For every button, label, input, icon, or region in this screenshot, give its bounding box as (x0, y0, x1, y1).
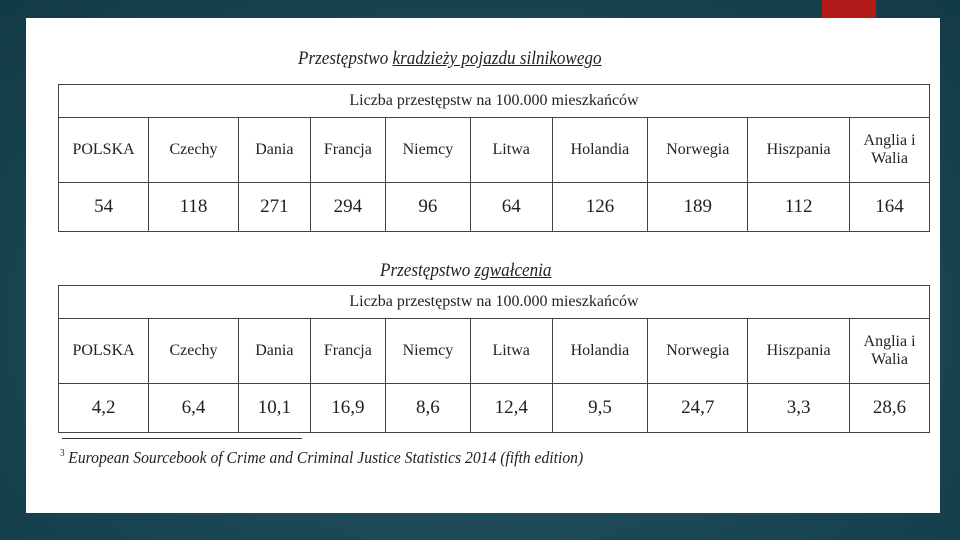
value-cell: 64 (470, 183, 552, 232)
value-cell: 3,3 (748, 384, 850, 433)
value-cell: 24,7 (648, 384, 748, 433)
country-cell: Anglia i Walia (850, 319, 930, 384)
vehicle-theft-table (58, 84, 930, 232)
country-cell: Niemcy (385, 319, 470, 384)
footnote (60, 448, 583, 468)
table-title-vehicle-theft (298, 48, 602, 70)
country-cell: Holandia (552, 319, 648, 384)
value-cell: 164 (850, 183, 930, 232)
country-cell: Anglia i Walia (850, 118, 930, 183)
footnote-text: European Sourcebook of Crime and Criminal Justice Statistics 2014 (fifth edition) (68, 448, 584, 467)
table-header: Liczba przestępstw na 100.000 mieszkańców (59, 286, 930, 319)
value-cell: 9,5 (552, 384, 648, 433)
footnote-number: 3 (60, 448, 65, 460)
value-cell: 16,9 (310, 384, 385, 433)
country-cell: Norwegia (648, 319, 748, 384)
title-underlined: zgwałcenia (474, 260, 552, 281)
country-cell: Dania (238, 319, 310, 384)
value-cell: 112 (748, 183, 850, 232)
value-cell: 271 (238, 183, 310, 232)
value-cell: 10,1 (238, 384, 310, 433)
country-cell: Dania (238, 118, 310, 183)
country-cell: Francja (310, 118, 385, 183)
rape-table (58, 285, 930, 433)
country-cell: Czechy (149, 118, 239, 183)
country-cell: Litwa (470, 319, 552, 384)
value-cell: 8,6 (385, 384, 470, 433)
value-cell: 54 (59, 183, 149, 232)
country-cell: Holandia (552, 118, 648, 183)
value-cell: 189 (648, 183, 748, 232)
country-cell: Francja (310, 319, 385, 384)
table-header: Liczba przestępstw na 100.000 mieszkańców (59, 85, 930, 118)
accent-bar (822, 0, 876, 18)
value-cell: 12,4 (470, 384, 552, 433)
country-cell: Niemcy (385, 118, 470, 183)
country-cell: POLSKA (59, 118, 149, 183)
title-underlined: kradzieży pojazdu silnikowego (392, 48, 602, 69)
country-cell: Hiszpania (748, 319, 850, 384)
country-cell: Norwegia (648, 118, 748, 183)
value-cell: 294 (310, 183, 385, 232)
table-title-rape (380, 260, 551, 282)
country-cell: Czechy (149, 319, 239, 384)
value-cell: 28,6 (850, 384, 930, 433)
country-cell: Hiszpania (748, 118, 850, 183)
country-cell: POLSKA (59, 319, 149, 384)
value-cell: 126 (552, 183, 648, 232)
title-prefix: Przestępstwo (380, 260, 471, 281)
value-cell: 96 (385, 183, 470, 232)
value-cell: 4,2 (59, 384, 149, 433)
country-cell: Litwa (470, 118, 552, 183)
title-prefix: Przestępstwo (298, 48, 389, 69)
value-cell: 118 (149, 183, 239, 232)
footnote-divider (62, 438, 302, 439)
value-cell: 6,4 (149, 384, 239, 433)
